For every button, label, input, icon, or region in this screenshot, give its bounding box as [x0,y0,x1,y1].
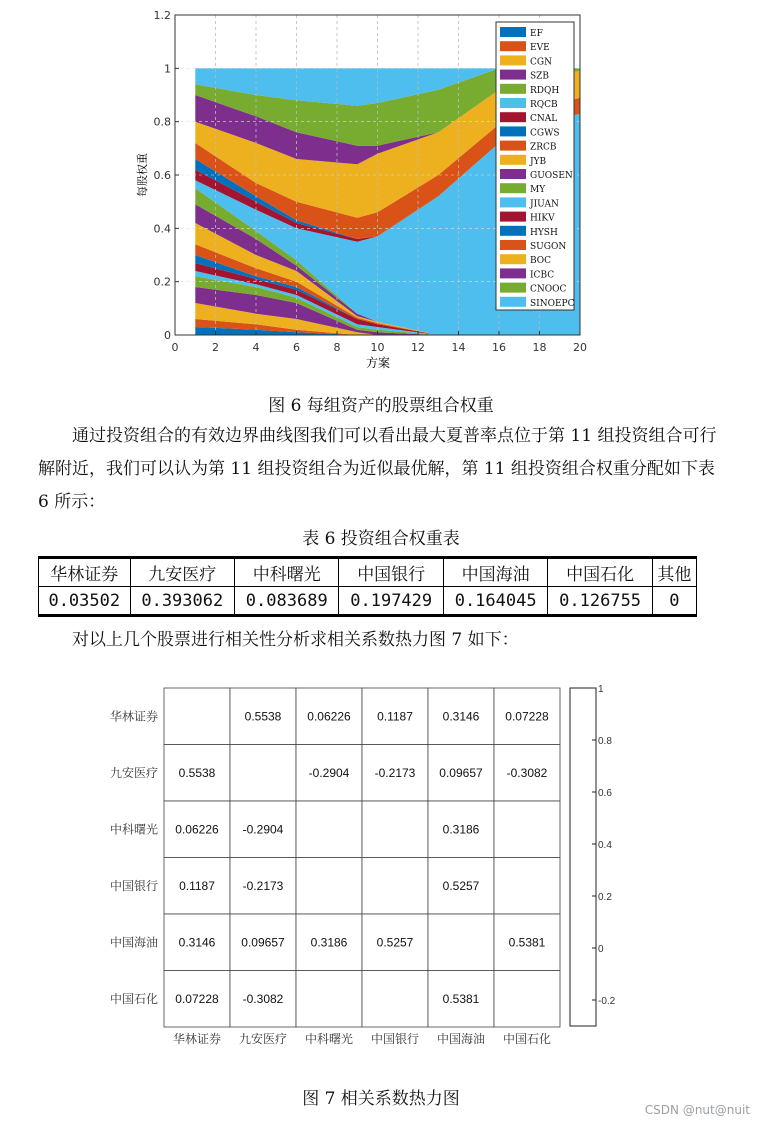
legend-swatch [500,126,526,136]
heatmap-value: 0.1187 [179,878,215,893]
legend-label: EVE [530,43,550,54]
x-tick-label: 12 [411,341,425,354]
legend-label: RDQH [530,85,560,96]
correlation-heatmap [0,660,762,1080]
watermark: CSDN @nut@nuit [644,1103,750,1117]
legend-label: SINOEPC [530,298,575,309]
legend-label: ZRCB [530,142,557,153]
figure6-caption: 图 6 每组资产的股票组合权重 [268,396,494,416]
heatmap-col-label: 九安医疗 [238,1032,288,1046]
table-value-cell: 0.197429 [339,587,443,616]
colorbar-tick-label: 0.4 [598,840,612,851]
x-tick-label: 0 [171,341,179,354]
heatmap-cell [296,858,362,915]
legend-label: BOC [530,256,552,267]
x-tick-label: 10 [370,341,385,354]
legend-swatch [500,98,526,108]
table-header-cell: 华林证券 [39,558,131,587]
legend-label: GUOSEN [530,171,573,181]
legend-swatch [500,297,526,307]
table-header-cell: 中国银行 [339,558,443,587]
table-value-cell: 0.126755 [548,587,652,616]
table-value-cell: 0.393062 [130,587,234,616]
table-header-row [39,558,697,587]
x-tick-label: 20 [573,341,587,354]
x-tick-label: 8 [333,341,341,354]
table-value-cell: 0.03502 [39,587,131,616]
table-header-cell: 中科曙光 [235,558,339,587]
heatmap-cell [362,801,428,858]
x-tick-label: 14 [451,341,466,354]
colorbar-tick-label: 0 [598,944,604,955]
legend-label: SZB [530,71,550,82]
heatmap-value: 0.5381 [508,935,546,950]
heatmap-value: -0.2173 [242,878,284,893]
table-value-cell: 0.164045 [443,587,547,616]
colorbar-tick-label: -0.2 [598,996,616,1007]
x-axis-label: 方案 [365,356,391,370]
heatmap-row-label: 中国石化 [109,991,158,1006]
heatmap-row-label: 九安医疗 [109,765,158,780]
heatmap-cell [494,971,560,1028]
colorbar-tick-label: 1 [598,684,604,695]
legend-swatch [500,112,526,122]
heatmap-col-label: 中科曙光 [304,1032,354,1046]
heatmap-value: 0.3146 [442,709,480,724]
y-tick-label: 0.6 [153,169,171,182]
x-tick-label: 2 [212,341,219,354]
weight-area-chart [0,0,762,380]
heatmap-col-label: 中国银行 [370,1032,420,1046]
heatmap-value: -0.2173 [374,765,416,780]
table-value-cell: 0.083689 [235,587,339,616]
legend-swatch [500,84,526,94]
legend-label: JYB [530,156,547,167]
legend-swatch [500,212,526,222]
x-tick-label: 6 [293,341,300,354]
legend-label: CGN [530,57,552,68]
heatmap-cell [362,858,428,915]
x-tick-label: 4 [252,341,260,354]
heatmap-cells [164,688,560,1027]
legend-swatch [500,197,526,207]
x-tick-label: 16 [492,341,506,354]
y-tick-label: 1.2 [153,9,171,22]
y-tick-label: 0.4 [153,222,171,236]
colorbar-tick-label: 0.8 [598,736,612,747]
heatmap-value: 0.3186 [442,822,480,837]
legend-swatch [500,141,526,151]
legend-label: ICBC [530,270,555,281]
y-tick-label: 0.2 [153,275,171,289]
chart-legend [496,22,575,310]
legend-swatch [500,183,526,193]
y-tick-label: 1 [164,62,171,76]
heatmap-value: 0.09657 [439,765,483,780]
heatmap-cell [494,801,560,858]
heatmap-row-label: 华林证券 [109,709,158,724]
y-tick-label: 0.8 [153,115,171,129]
heatmap-value: 0.1187 [377,709,413,724]
legend-swatch [500,268,526,278]
paragraph-1: 通过投资组合的有效边界曲线图我们可以看出最大夏普率点位于第 11 组投资组合可行解附近，我们可以认为第 11 组投资组合为近似最优解，第 11 组投资组合权重分配如下表 6 所示： [38,426,717,512]
x-tick-label: 18 [532,341,547,354]
table-header-cell: 九安医疗 [130,558,234,587]
y-axis-label: 每股权重 [136,153,149,197]
legend-label: HYSH [530,227,558,238]
heatmap-value: 0.07228 [175,991,219,1006]
legend-swatch [500,240,526,250]
heatmap-value: 0.5257 [442,878,480,893]
heatmap-value: 0.09657 [241,935,285,950]
heatmap-value: 0.3186 [310,935,348,950]
heatmap-value: 0.07228 [505,709,549,724]
heatmap-cell [296,801,362,858]
legend-swatch [500,70,526,80]
heatmap-row-label: 中科曙光 [109,822,158,837]
heatmap-cell [428,914,494,971]
heatmap-value: -0.3082 [506,765,548,780]
table-header-cell: 其他 [652,558,696,587]
y-tick-label: 0 [164,329,171,342]
heatmap-col-label: 中国海油 [436,1032,486,1046]
heatmap-cell [164,688,230,745]
table-value-row [39,587,697,616]
legend-swatch [500,27,526,37]
heatmap-cell [362,971,428,1028]
heatmap-value: 0.5538 [178,765,216,780]
heatmap-value: 0.3146 [178,935,216,950]
legend-label: JIUAN [530,199,559,210]
legend-swatch [500,283,526,293]
weights-table [38,556,697,617]
heatmap-row-label: 中国银行 [109,878,158,893]
heatmap-value: -0.3082 [242,991,284,1006]
paragraph-2: 对以上几个股票进行相关性分析求相关系数热力图 7 如下： [72,630,519,650]
heatmap-col-label: 中国石化 [502,1032,552,1046]
legend-label: RQCB [530,100,558,110]
legend-label: EF [530,29,543,39]
legend-label: CNAL [530,114,558,125]
legend-label: MY [530,185,546,196]
table-header-cell: 中国石化 [548,558,652,587]
heatmap-col-label: 华林证券 [172,1032,222,1046]
heatmap-value: 0.5538 [244,709,282,724]
figure7-caption: 图 7 相关系数热力图 [302,1089,460,1109]
colorbar [570,688,596,1026]
table-header-cell: 中国海油 [443,558,547,587]
table6-caption: 表 6 投资组合权重表 [302,529,460,549]
colorbar-tick-label: 0.2 [598,892,612,903]
legend-swatch [500,226,526,236]
legend-swatch [500,254,526,264]
heatmap-value: 0.5381 [442,991,480,1006]
table-value-cell: 0 [652,587,696,616]
heatmap-cell [296,971,362,1028]
legend-swatch [500,155,526,165]
legend-label: CGWS [530,128,560,139]
legend-swatch [500,169,526,179]
legend-swatch [500,41,526,51]
heatmap-cell [230,745,296,802]
legend-label: CNOOC [530,284,567,295]
heatmap-value: -0.2904 [308,765,350,780]
heatmap-row-label: 中国海油 [109,935,158,950]
heatmap-value: -0.2904 [242,822,284,837]
legend-label: HIKV [530,213,555,224]
heatmap-value: 0.5257 [376,935,414,950]
colorbar-tick-label: 0.6 [598,788,612,799]
legend-label: SUGON [530,242,567,252]
heatmap-value: 0.06226 [307,709,351,724]
heatmap-value: 0.06226 [175,822,219,837]
heatmap-cell [494,858,560,915]
legend-swatch [500,55,526,65]
